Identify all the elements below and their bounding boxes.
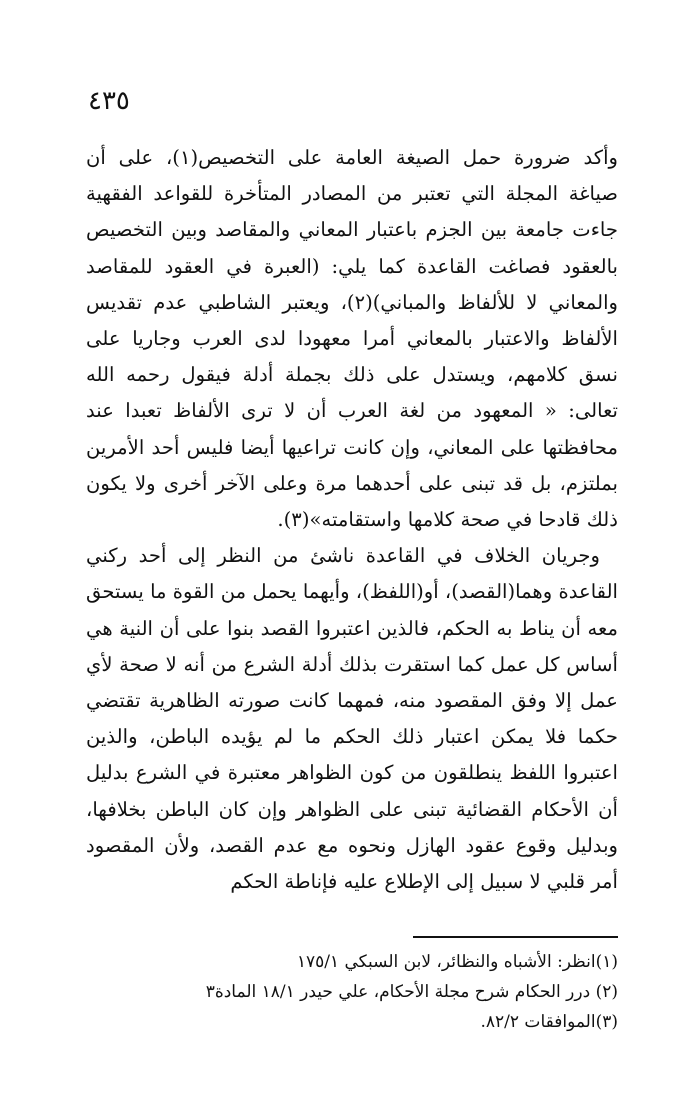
paragraph-2: وجريان الخلاف في القاعدة ناشئ من النظر إلى أحد ركني القاعدة وهما(القصد)، أو(اللفظ)، وأيهما يحمل من القوة ما يستحق معه أن يناط به الحكم، فالذين اعتبروا القصد بنوا على أن النية هي أساس كل عمل كما استقرت بذلك أدلة الشرع من أنه لا صحة لأي عمل إلا وفق المقصود منه، فمهما كانت صورته الظاهرية تقتضي حكما فلا يمكن اعتبار ذلك الحكم ما لم يؤيده الباطن، والذين اعتبروا اللفظ ينطلقون من كون الظواهر معتبرة في الشرع بدليل أن الأحكام القضائية تبنى على الظواهر وإن كان الباطن بخلافها، وبدليل وقوع عقود الهازل ونحوه مع عدم القصد، ولأن المقصود أمر قلبي لا سبيل إلى الإطلاع عليه فإناطة الحكم (86, 544, 618, 894)
footnote-2: (٢) درر الحكام شرح مجلة الأحكام، علي حيدر ١٨/١ المادة٣ (205, 982, 618, 1002)
footnote-1: (١)انظر: الأشباه والنظائر، لابن السبكي ١٧٥/١ (296, 952, 618, 972)
main-text (86, 140, 618, 900)
page-number: ٤٣٥ (88, 86, 130, 116)
footnotes (86, 947, 618, 1037)
paragraph-1: وأكد ضرورة حمل الصيغة العامة على التخصيص(١)، على أن صياغة المجلة التي تعتبر من المصادر المتأخرة للقواعد الفقهية جاءت جامعة بين الجزم باعتبار المعاني والمقاصد وبين التخصيص بالعقود فصاغت القاعدة كما يلي: (العبرة في العقود للمقاصد والمعاني لا للألفاظ والمباني)(٢)، ويعتبر الشاطبي عدم تقديس الألفاظ والاعتبار بالمعاني أمرا معهودا لدى العرب وجاريا على نسق كلامهم، ويستدل على ذلك بجملة أدلة فيقول رحمه الله تعالى: « المعهود من لغة العرب أن لا ترى الألفاظ تعبدا عند محافظتها على المعاني، وإن كانت تراعيها أيضا فليس أحد الأمرين بملتزم، بل قد تبنى على أحدهما مرة وعلى الآخر أخرى ولا يكون ذلك قادحا في صحة كلامها واستقامته»(٣). (86, 146, 619, 532)
footnote-separator (413, 936, 618, 938)
footnote-3: (٣)الموافقات ٨٢/٢. (480, 1012, 618, 1032)
